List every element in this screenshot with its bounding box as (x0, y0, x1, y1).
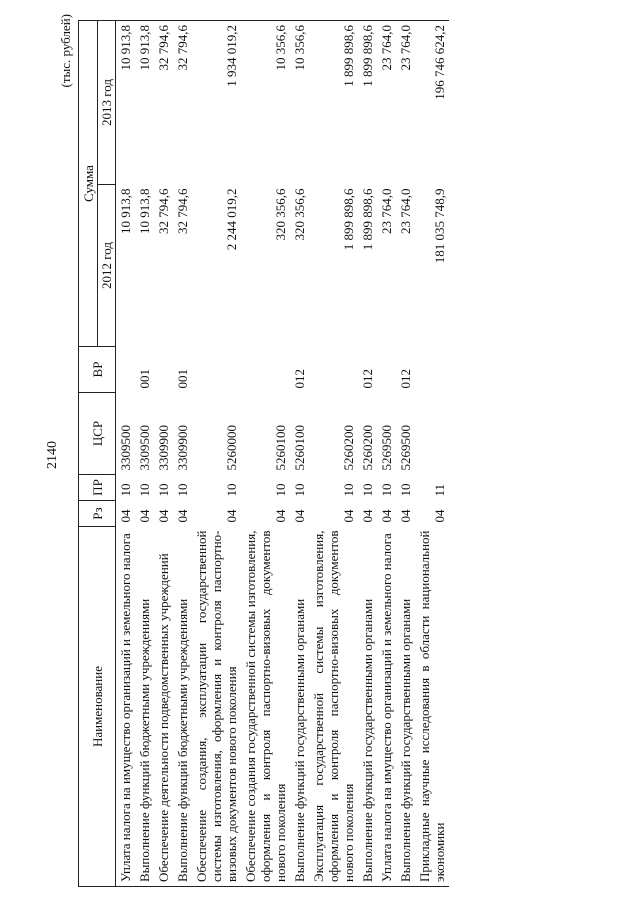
row-sum-2012: 320 356,6 (273, 188, 288, 241)
row-csr: 5260200 (341, 425, 356, 471)
row-sum-2013: 1 899 898,6 (358, 21, 377, 185)
row-csr: 5260100 (273, 425, 288, 471)
row-vr: 012 (360, 369, 375, 389)
row-sum-2013: 23 764,0 (396, 21, 415, 185)
row-vr: 001 (175, 369, 190, 389)
row-pr: 10 (360, 483, 375, 497)
table-row (415, 21, 449, 887)
row-csr: 5269500 (379, 425, 394, 471)
row-name: Уплата налога на имущество организаций и земельного налога (116, 527, 136, 887)
header-name: Наименование (79, 527, 116, 887)
row-vr (415, 347, 449, 393)
row-csr: 3309500 (118, 425, 133, 471)
row-sum-2013: 10 356,6 (241, 21, 290, 185)
row-name: Выполнение функций государственными органами (396, 527, 415, 887)
table-row (173, 21, 192, 887)
row-sum-2013: 32 794,6 (173, 21, 192, 185)
row-name: Обеспечение деятельности подведомственных учреждений (154, 527, 173, 887)
row-name: Выполнение функций государственными органами (290, 527, 309, 887)
row-vr (241, 347, 290, 393)
row-rz: 04 (360, 509, 375, 523)
row-sum-2013: 1 934 019,2 (192, 21, 241, 185)
row-pr: 10 (175, 483, 190, 497)
row-sum-2012: 1 899 898,6 (341, 188, 356, 251)
row-csr: 3309900 (175, 425, 190, 471)
row-name: Уплата налога на имущество организаций и земельного налога (377, 527, 396, 887)
unit-note: (тыс. рублей) (58, 14, 73, 88)
header-year-2012: 2012 год (98, 185, 116, 347)
row-sum-2012: 23 764,0 (379, 188, 394, 234)
table-row (290, 21, 309, 887)
row-sum-2013: 32 794,6 (154, 21, 173, 185)
row-rz: 04 (273, 509, 288, 523)
row-sum-2013: 10 913,8 (135, 21, 154, 185)
row-csr: 5269500 (398, 425, 413, 471)
row-pr: 10 (341, 483, 356, 497)
row-rz: 04 (379, 509, 394, 523)
row-sum-2013: 23 764,0 (377, 21, 396, 185)
row-name: Прикладные научные исследования в области национальной экономики (415, 527, 449, 887)
row-vr (116, 347, 136, 393)
header-rz: Рз (79, 501, 116, 527)
row-name: Выполнение функций бюджетными учреждениями (135, 527, 154, 887)
header-vr: ВР (79, 347, 116, 393)
table-body (116, 21, 450, 887)
row-csr (415, 393, 449, 475)
row-pr: 10 (118, 483, 133, 497)
row-sum-2013: 1 899 898,6 (309, 21, 358, 185)
row-csr: 3309900 (156, 425, 171, 471)
row-pr: 10 (398, 483, 413, 497)
row-sum-2012: 1 899 898,6 (360, 188, 375, 251)
row-rz: 04 (118, 509, 133, 523)
row-csr: 3309500 (137, 425, 152, 471)
row-vr: 012 (292, 369, 307, 389)
header-year-2013: 2013 год (98, 21, 116, 185)
row-pr: 10 (156, 483, 171, 497)
row-sum-2012: 10 913,8 (118, 188, 133, 234)
table-row (396, 21, 415, 887)
row-sum-2012: 181 035 748,9 (432, 188, 447, 264)
row-name: Обеспечение создания, эксплуатации государственной системы изготовления, оформления и контроля паспортно-визовых документов нового поколения (192, 527, 241, 887)
row-name: Эксплуатация государственной системы изготовления, оформления и контроля паспортно-визовых документов нового поколения (309, 527, 358, 887)
row-vr (192, 347, 241, 393)
row-name: Обеспечение создания государственной системы изготовления, оформления и контроля паспортно-визовых документов нового поколения (241, 527, 290, 887)
row-rz: 04 (224, 509, 239, 523)
header-sum: Сумма (79, 21, 98, 347)
table-row (241, 21, 290, 887)
header-csr: ЦСР (79, 393, 116, 475)
row-rz: 04 (137, 509, 152, 523)
header-pr: ПР (79, 475, 116, 501)
row-rz: 04 (292, 509, 307, 523)
row-rz: 04 (341, 509, 356, 523)
table-row (358, 21, 377, 887)
row-rz: 04 (156, 509, 171, 523)
row-rz: 04 (432, 509, 447, 523)
row-rz: 04 (175, 509, 190, 523)
row-pr: 10 (273, 483, 288, 497)
table-row (377, 21, 396, 887)
row-name: Выполнение функций государственными органами (358, 527, 377, 887)
row-sum-2013: 10 913,8 (116, 21, 136, 185)
row-sum-2012: 32 794,6 (156, 188, 171, 234)
row-vr: 012 (398, 369, 413, 389)
row-name: Выполнение функций бюджетными учреждениями (173, 527, 192, 887)
page-number: 2140 (45, 441, 60, 469)
row-vr: 001 (137, 369, 152, 389)
table-row (192, 21, 241, 887)
row-sum-2012: 32 794,6 (175, 188, 190, 234)
budget-table (78, 20, 449, 887)
row-vr (154, 347, 173, 393)
row-csr: 5260000 (224, 425, 239, 471)
row-pr: 11 (432, 483, 447, 497)
row-pr: 10 (137, 483, 152, 497)
row-sum-2013: 196 746 624,2 (415, 21, 449, 185)
table-row (135, 21, 154, 887)
row-vr (377, 347, 396, 393)
table-row (309, 21, 358, 887)
table-row (116, 21, 136, 887)
row-sum-2013: 10 356,6 (290, 21, 309, 185)
row-csr: 5260100 (292, 425, 307, 471)
row-pr: 10 (292, 483, 307, 497)
row-sum-2012: 320 356,6 (292, 188, 307, 241)
row-pr: 10 (224, 483, 239, 497)
row-csr: 5260200 (360, 425, 375, 471)
row-sum-2012: 23 764,0 (398, 188, 413, 234)
row-sum-2012: 2 244 019,2 (224, 188, 239, 251)
row-vr (309, 347, 358, 393)
row-sum-2012: 10 913,8 (137, 188, 152, 234)
table-row (154, 21, 173, 887)
row-rz: 04 (398, 509, 413, 523)
row-pr: 10 (379, 483, 394, 497)
